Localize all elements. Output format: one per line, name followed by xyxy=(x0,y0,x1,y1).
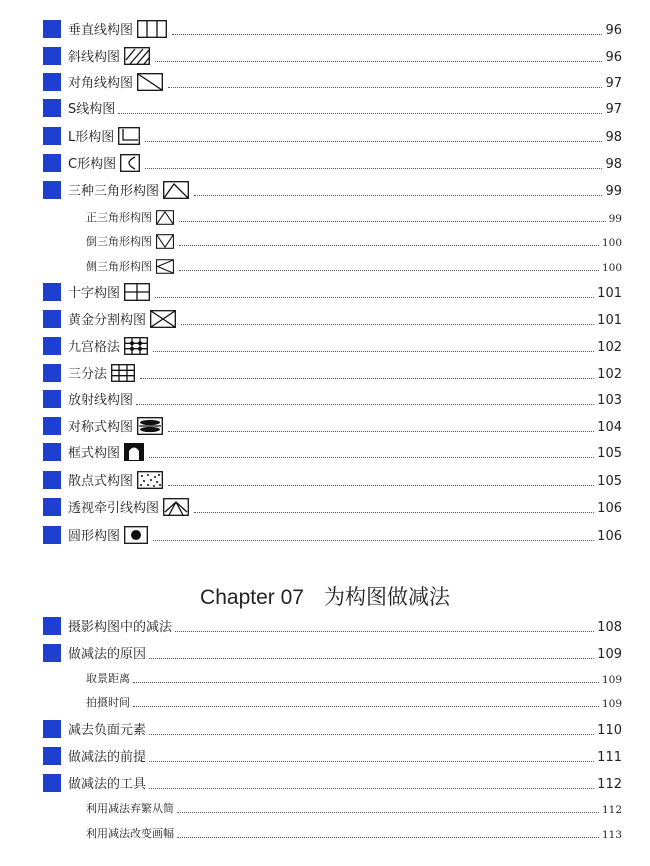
dot-leader xyxy=(172,34,602,35)
blue-marker xyxy=(43,720,61,738)
toc-entry[interactable] xyxy=(0,333,650,359)
diagonal-line-icon xyxy=(137,73,163,91)
vertical-lines-icon xyxy=(137,20,167,38)
toc-entry[interactable] xyxy=(0,203,650,229)
entry-title: 三种三角形构图 xyxy=(68,184,160,199)
blue-marker xyxy=(43,526,61,544)
x-cross-icon xyxy=(150,310,176,328)
l-shape-icon xyxy=(118,127,140,145)
dot-leader xyxy=(168,431,594,432)
entry-title: 三分法 xyxy=(68,367,108,382)
entry-title: 做减法的原因 xyxy=(68,647,147,662)
page-number: 102 xyxy=(597,367,622,382)
page-number: 100 xyxy=(601,262,622,274)
toc-entry[interactable] xyxy=(0,716,650,742)
page-number: 99 xyxy=(605,184,622,199)
page-number: 109 xyxy=(597,647,622,662)
toc-entry[interactable] xyxy=(0,95,650,121)
dot-leader xyxy=(133,706,599,707)
diagonal-hatch-icon xyxy=(124,47,150,65)
thirds-grid-icon xyxy=(111,364,135,382)
toc-entry[interactable] xyxy=(0,613,650,639)
page-number: 101 xyxy=(597,313,622,328)
dot-leader xyxy=(145,168,602,169)
blue-marker xyxy=(43,20,61,38)
entry-title: 圆形构图 xyxy=(68,529,121,544)
entry-title: 放射线构图 xyxy=(68,393,134,408)
entry-title: 正三角形构图 xyxy=(86,211,152,224)
entry-title: 倒三角形构图 xyxy=(86,235,152,248)
triangle-up-icon xyxy=(156,210,174,225)
page-number: 102 xyxy=(597,340,622,355)
dot-leader xyxy=(179,270,599,271)
dot-leader xyxy=(149,457,594,458)
blue-marker xyxy=(43,498,61,516)
entry-title: 斜线构图 xyxy=(68,50,121,65)
page-number: 109 xyxy=(601,674,622,686)
blue-marker xyxy=(43,47,61,65)
page-number: 112 xyxy=(601,804,622,816)
page-number: 109 xyxy=(601,698,622,710)
entry-title: 九宫格法 xyxy=(68,340,121,355)
blue-marker xyxy=(43,283,61,301)
dot-leader xyxy=(149,788,594,789)
scatter-dots-icon xyxy=(137,471,163,489)
entry-title: 取景距离 xyxy=(86,672,130,685)
c-shape-icon xyxy=(120,154,140,172)
dot-leader xyxy=(145,141,602,142)
dot-leader xyxy=(153,540,594,541)
toc-entry[interactable] xyxy=(0,227,650,253)
entry-title: 黄金分割构图 xyxy=(68,313,147,328)
dot-leader xyxy=(140,378,594,379)
toc-entry[interactable] xyxy=(0,743,650,769)
page-number: 112 xyxy=(597,777,622,792)
blue-marker xyxy=(43,99,61,117)
entry-title: 散点式构图 xyxy=(68,474,134,489)
perspective-icon xyxy=(163,498,189,516)
blue-marker xyxy=(43,390,61,408)
blue-marker xyxy=(43,644,61,662)
page-number: 96 xyxy=(605,23,622,38)
frame-arch-icon xyxy=(124,443,144,461)
page-number: 113 xyxy=(601,829,622,841)
toc-entry[interactable] xyxy=(0,467,650,493)
triangle-down-icon xyxy=(156,234,174,249)
dot-leader xyxy=(194,512,594,513)
page-number: 97 xyxy=(605,102,622,117)
page-number: 104 xyxy=(597,420,622,435)
symmetry-icon xyxy=(137,417,163,435)
toc-entry[interactable] xyxy=(0,794,650,820)
dot-leader xyxy=(179,245,599,246)
dot-leader xyxy=(155,61,602,62)
toc-entry[interactable] xyxy=(0,386,650,412)
blue-marker xyxy=(43,310,61,328)
dot-leader xyxy=(179,221,606,222)
dot-leader xyxy=(194,195,602,196)
blue-marker xyxy=(43,443,61,461)
blue-marker xyxy=(43,471,61,489)
entry-title: 拍摄时间 xyxy=(86,696,130,709)
entry-title: L形构图 xyxy=(68,130,115,145)
dot-leader xyxy=(118,113,602,114)
toc-entry[interactable] xyxy=(0,640,650,666)
entry-title: 框式构图 xyxy=(68,446,121,461)
toc-entry[interactable] xyxy=(0,664,650,690)
dot-leader xyxy=(149,761,594,762)
dot-leader xyxy=(181,324,594,325)
entry-title: 利用减法弃繁从简 xyxy=(86,802,174,815)
blue-marker xyxy=(43,417,61,435)
toc-entry[interactable] xyxy=(0,522,650,548)
toc-entry[interactable] xyxy=(0,770,650,796)
entry-title: C形构图 xyxy=(68,157,117,172)
page-number: 96 xyxy=(605,50,622,65)
page-number: 108 xyxy=(597,620,622,635)
blue-marker xyxy=(43,154,61,172)
toc-entry[interactable] xyxy=(0,439,650,465)
toc-entry[interactable] xyxy=(0,16,650,42)
page-number: 100 xyxy=(601,237,622,249)
dot-leader xyxy=(175,631,594,632)
entry-title: 做减法的工具 xyxy=(68,777,147,792)
chapter-title: 为构图做减法 xyxy=(323,585,450,609)
circle-icon xyxy=(124,526,148,544)
dot-leader xyxy=(153,351,594,352)
triangle-icon xyxy=(163,181,189,199)
nine-grid-dots-icon xyxy=(124,337,148,355)
toc-entry[interactable] xyxy=(0,688,650,714)
blue-marker xyxy=(43,747,61,765)
blue-marker xyxy=(43,617,61,635)
toc-entry[interactable] xyxy=(0,43,650,69)
dot-leader xyxy=(168,87,602,88)
page-number: 105 xyxy=(597,474,622,489)
page-number: 98 xyxy=(605,130,622,145)
entry-title: 透视牵引线构图 xyxy=(68,501,160,516)
blue-marker xyxy=(43,181,61,199)
page-number: 97 xyxy=(605,76,622,91)
toc-entry[interactable] xyxy=(0,306,650,332)
dot-leader xyxy=(133,682,599,683)
toc-entry[interactable] xyxy=(0,360,650,386)
toc-entry[interactable] xyxy=(0,69,650,95)
page-number: 106 xyxy=(597,529,622,544)
page-number: 101 xyxy=(597,286,622,301)
page-number: 106 xyxy=(597,501,622,516)
page-number: 98 xyxy=(605,157,622,172)
entry-title: 垂直线构图 xyxy=(68,23,134,38)
toc-entry[interactable] xyxy=(0,150,650,176)
entry-title: 摄影构图中的减法 xyxy=(68,620,173,635)
toc-entry[interactable] xyxy=(0,819,650,845)
toc-entry[interactable] xyxy=(0,494,650,520)
toc-entry[interactable] xyxy=(0,123,650,149)
blue-marker xyxy=(43,73,61,91)
chapter-heading xyxy=(0,581,650,611)
dot-leader xyxy=(177,837,599,838)
dot-leader xyxy=(149,658,594,659)
dot-leader xyxy=(177,812,599,813)
blue-marker xyxy=(43,337,61,355)
chapter-number: Chapter 07 xyxy=(200,586,304,609)
toc-entry[interactable] xyxy=(0,252,650,278)
cross-grid-icon xyxy=(124,283,150,301)
blue-marker xyxy=(43,774,61,792)
entry-title: 对角线构图 xyxy=(68,76,134,91)
toc-entry[interactable] xyxy=(0,177,650,203)
entry-title: 对称式构图 xyxy=(68,420,134,435)
entry-title: 侧三角形构图 xyxy=(86,260,152,273)
page-number: 110 xyxy=(597,723,622,738)
dot-leader xyxy=(149,734,594,735)
toc-entry[interactable] xyxy=(0,279,650,305)
entry-title: 做减法的前提 xyxy=(68,750,147,765)
page-number: 105 xyxy=(597,446,622,461)
triangle-side-icon xyxy=(156,259,174,274)
entry-title: S线构图 xyxy=(68,102,116,117)
page-number: 99 xyxy=(608,213,622,225)
blue-marker xyxy=(43,364,61,382)
page-number: 103 xyxy=(597,393,622,408)
page-number: 111 xyxy=(597,750,622,765)
entry-title: 利用减法改变画幅 xyxy=(86,827,174,840)
entry-title: 十字构图 xyxy=(68,286,121,301)
blue-marker xyxy=(43,127,61,145)
dot-leader xyxy=(155,297,594,298)
entry-title: 减去负面元素 xyxy=(68,723,147,738)
dot-leader xyxy=(168,485,594,486)
dot-leader xyxy=(136,404,594,405)
toc-entry[interactable] xyxy=(0,413,650,439)
